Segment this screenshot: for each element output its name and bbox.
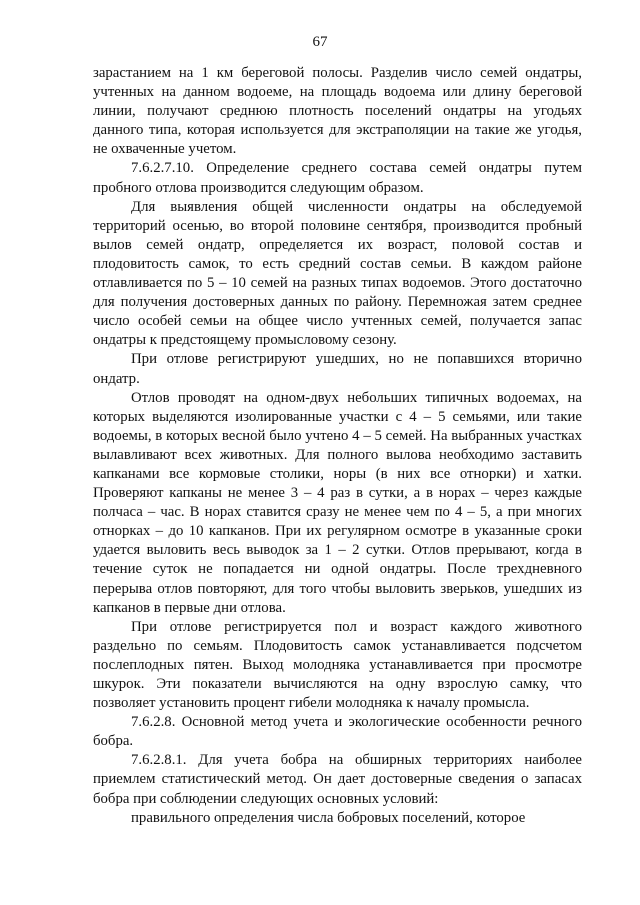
page-number: 67 — [312, 34, 328, 50]
paragraph: 7.6.2.8.1. Для учета бобра на обширных территориях наиболее приемлем статистический метод. Он дает достоверные сведения о запасах бобра при соблюдении следующих основных условий: — [93, 752, 582, 807]
paragraph: правильного определения числа бобровых поселений, которое — [131, 809, 526, 826]
paragraph: 7.6.2.7.10. Определение среднего состава семей ондатры путем пробного отлова производится следующим образом. — [93, 160, 582, 196]
paragraph: При отлове регистрируют ушедших, но не попавшихся вторично ондатр. — [93, 351, 582, 387]
body-text — [93, 64, 582, 828]
paragraph: зарастанием на 1 км береговой полосы. Разделив число семей ондатры, учтенных на данном водоеме, на площадь водоема или длину береговой линии, получают среднюю плотность поселений ондатры на угодьях данного типа, которая используется для экстраполяции на такие же угодья, не охваченные учетом. — [93, 65, 582, 158]
paragraph: 7.6.2.8. Основной метод учета и экологические особенности речного бобра. — [93, 714, 582, 750]
paragraph: Отлов проводят на одном-двух небольших типичных водоемах, на которых выделяются изолированные участки с 4 – 5 семьями, или такие водоемы, в которых весной было учтено 4 – 5 семей. На выбранных участках вылавливают всех животных. Для полного вылова необходимо заставить капканами все кормовые столики, норы (в них все отнорки) и хатки. Проверяют капканы не менее 3 – 4 раз в сутки, а в норах – через каждые полчаса – час. В норах ставится сразу не менее чем по 4 – 5, а при многих отнорках – до 10 капканов. При их регулярном осмотре в указанные сроки удается выловить весь выводок за 1 – 2 сутки. Отлов прерывают, когда в течение суток не попадается ни одной ондатры. После трехдневного перерыва отлов повторяют, для того чтобы выловить зверьков, ушедших из капканов в первые дни отлова. — [93, 389, 582, 616]
paragraph: Для выявления общей численности ондатры на обследуемой территорий осенью, во второй половине сентября, производится пробный вылов семей ондатр, определяется их возраст, половой состав и плодовитость самок, то есть средний состав семьи. В каждом районе отлавливается по 5 – 10 семей на разных типах водоемов. Этого достаточно для получения достоверных данных по району. Перемножая затем среднее число особей семьи на общее число учтенных семей, получается запас ондатры к предстоящему промысловому сезону. — [93, 198, 582, 349]
paragraph: При отлове регистрируется пол и возраст каждого животного раздельно по семьям. Плодовитость самок устанавливается подсчетом послеплодных пятен. Выход молодняка устанавливается при просмотре шкурок. Эти показатели вычисляются на одну взрослую самку, что позволяет установить процент гибели молодняка к началу промысла. — [93, 618, 582, 712]
